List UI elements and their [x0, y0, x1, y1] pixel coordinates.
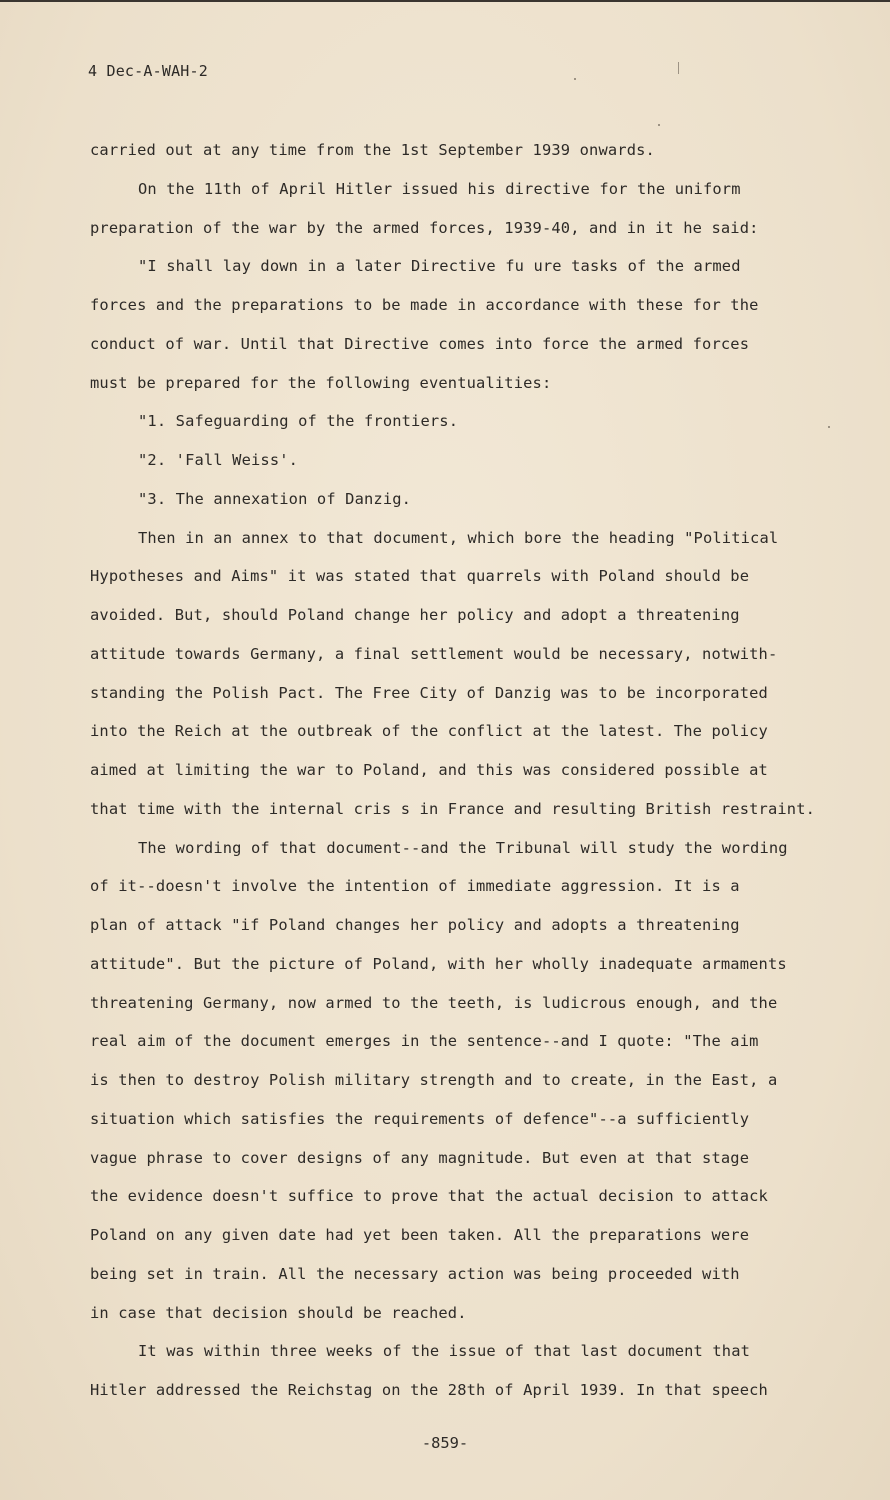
text-line: vague phrase to cover designs of any magnitude. But even at that stage	[90, 1148, 750, 1167]
stray-mark	[828, 426, 830, 428]
text-line: that time with the internal cris s in France and resulting British restraint.	[90, 799, 816, 818]
text-line: carried out at any time from the 1st September 1939 onwards.	[90, 141, 655, 159]
text-line: standing the Polish Pact. The Free City of Danzig was to be incorporated	[90, 683, 768, 702]
text-line: Hypotheses and Aims" it was stated that quarrels with Poland should be	[90, 567, 750, 586]
text-line: Hitler addressed the Reichstag on the 28th of April 1939. In that speech	[90, 1381, 768, 1399]
text-line: being set in train. All the necessary action was being proceeded with	[90, 1264, 740, 1283]
text-line: "I shall lay down in a later Directive fu ure tasks of the armed	[138, 257, 741, 276]
text-line: The wording of that document--and the Tribunal will study the wording	[138, 838, 788, 857]
text-line: into the Reich at the outbreak of the conflict at the latest. The policy	[90, 722, 768, 741]
text-line: threatening Germany, now armed to the teeth, is ludicrous enough, and the	[90, 993, 778, 1012]
text-line: Then in an annex to that document, which bore the heading "Political	[138, 528, 779, 547]
text-line: "3. The annexation of Danzig.	[138, 489, 412, 508]
text-line: forces and the preparations to be made in accordance with these for the	[90, 296, 759, 314]
stray-mark	[658, 124, 660, 126]
text-line: attitude". But the picture of Poland, with her wholly inadequate armaments	[90, 954, 787, 973]
page-number: -859-	[421, 1434, 469, 1452]
text-line: avoided. But, should Poland change her policy and adopt a threatening	[90, 606, 740, 624]
text-line: It was within three weeks of the issue of that last document that	[138, 1342, 751, 1361]
page-reference: 4 Dec-A-WAH-2	[88, 62, 208, 80]
top-edge-line	[0, 0, 890, 2]
text-line: of it--doesn't involve the intention of immediate aggression. It is a	[90, 877, 740, 896]
text-line: plan of attack "if Poland changes her policy and adopts a threatening	[90, 916, 740, 934]
text-line: is then to destroy Polish military strength and to create, in the East, a	[90, 1071, 778, 1089]
text-line: real aim of the document emerges in the sentence--and I quote: "The aim	[90, 1032, 759, 1051]
text-line: in case that decision should be reached.	[90, 1303, 467, 1322]
stray-mark	[678, 62, 679, 74]
text-line: On the 11th of April Hitler issued his directive for the uniform	[138, 179, 741, 198]
text-line: conduct of war. Until that Directive comes into force the armed forces	[90, 334, 750, 353]
text-line: the evidence doesn't suffice to prove that the actual decision to attack	[90, 1187, 768, 1206]
text-line: preparation of the war by the armed forces, 1939-40, and in it he said:	[90, 218, 759, 237]
text-line: "2. 'Fall Weiss'.	[138, 451, 299, 469]
text-line: Poland on any given date had yet been taken. All the preparations were	[90, 1226, 750, 1244]
text-line: "1. Safeguarding of the frontiers.	[138, 412, 459, 431]
text-line: must be prepared for the following eventualities:	[90, 373, 552, 392]
stray-mark	[574, 78, 576, 80]
text-line: aimed at limiting the war to Poland, and this was considered possible at	[90, 761, 768, 779]
text-line: attitude towards Germany, a final settlement would be necessary, notwith-	[90, 644, 778, 663]
document-body	[90, 136, 830, 1415]
text-line: situation which satisfies the requirements of defence"--a sufficiently	[90, 1109, 750, 1128]
